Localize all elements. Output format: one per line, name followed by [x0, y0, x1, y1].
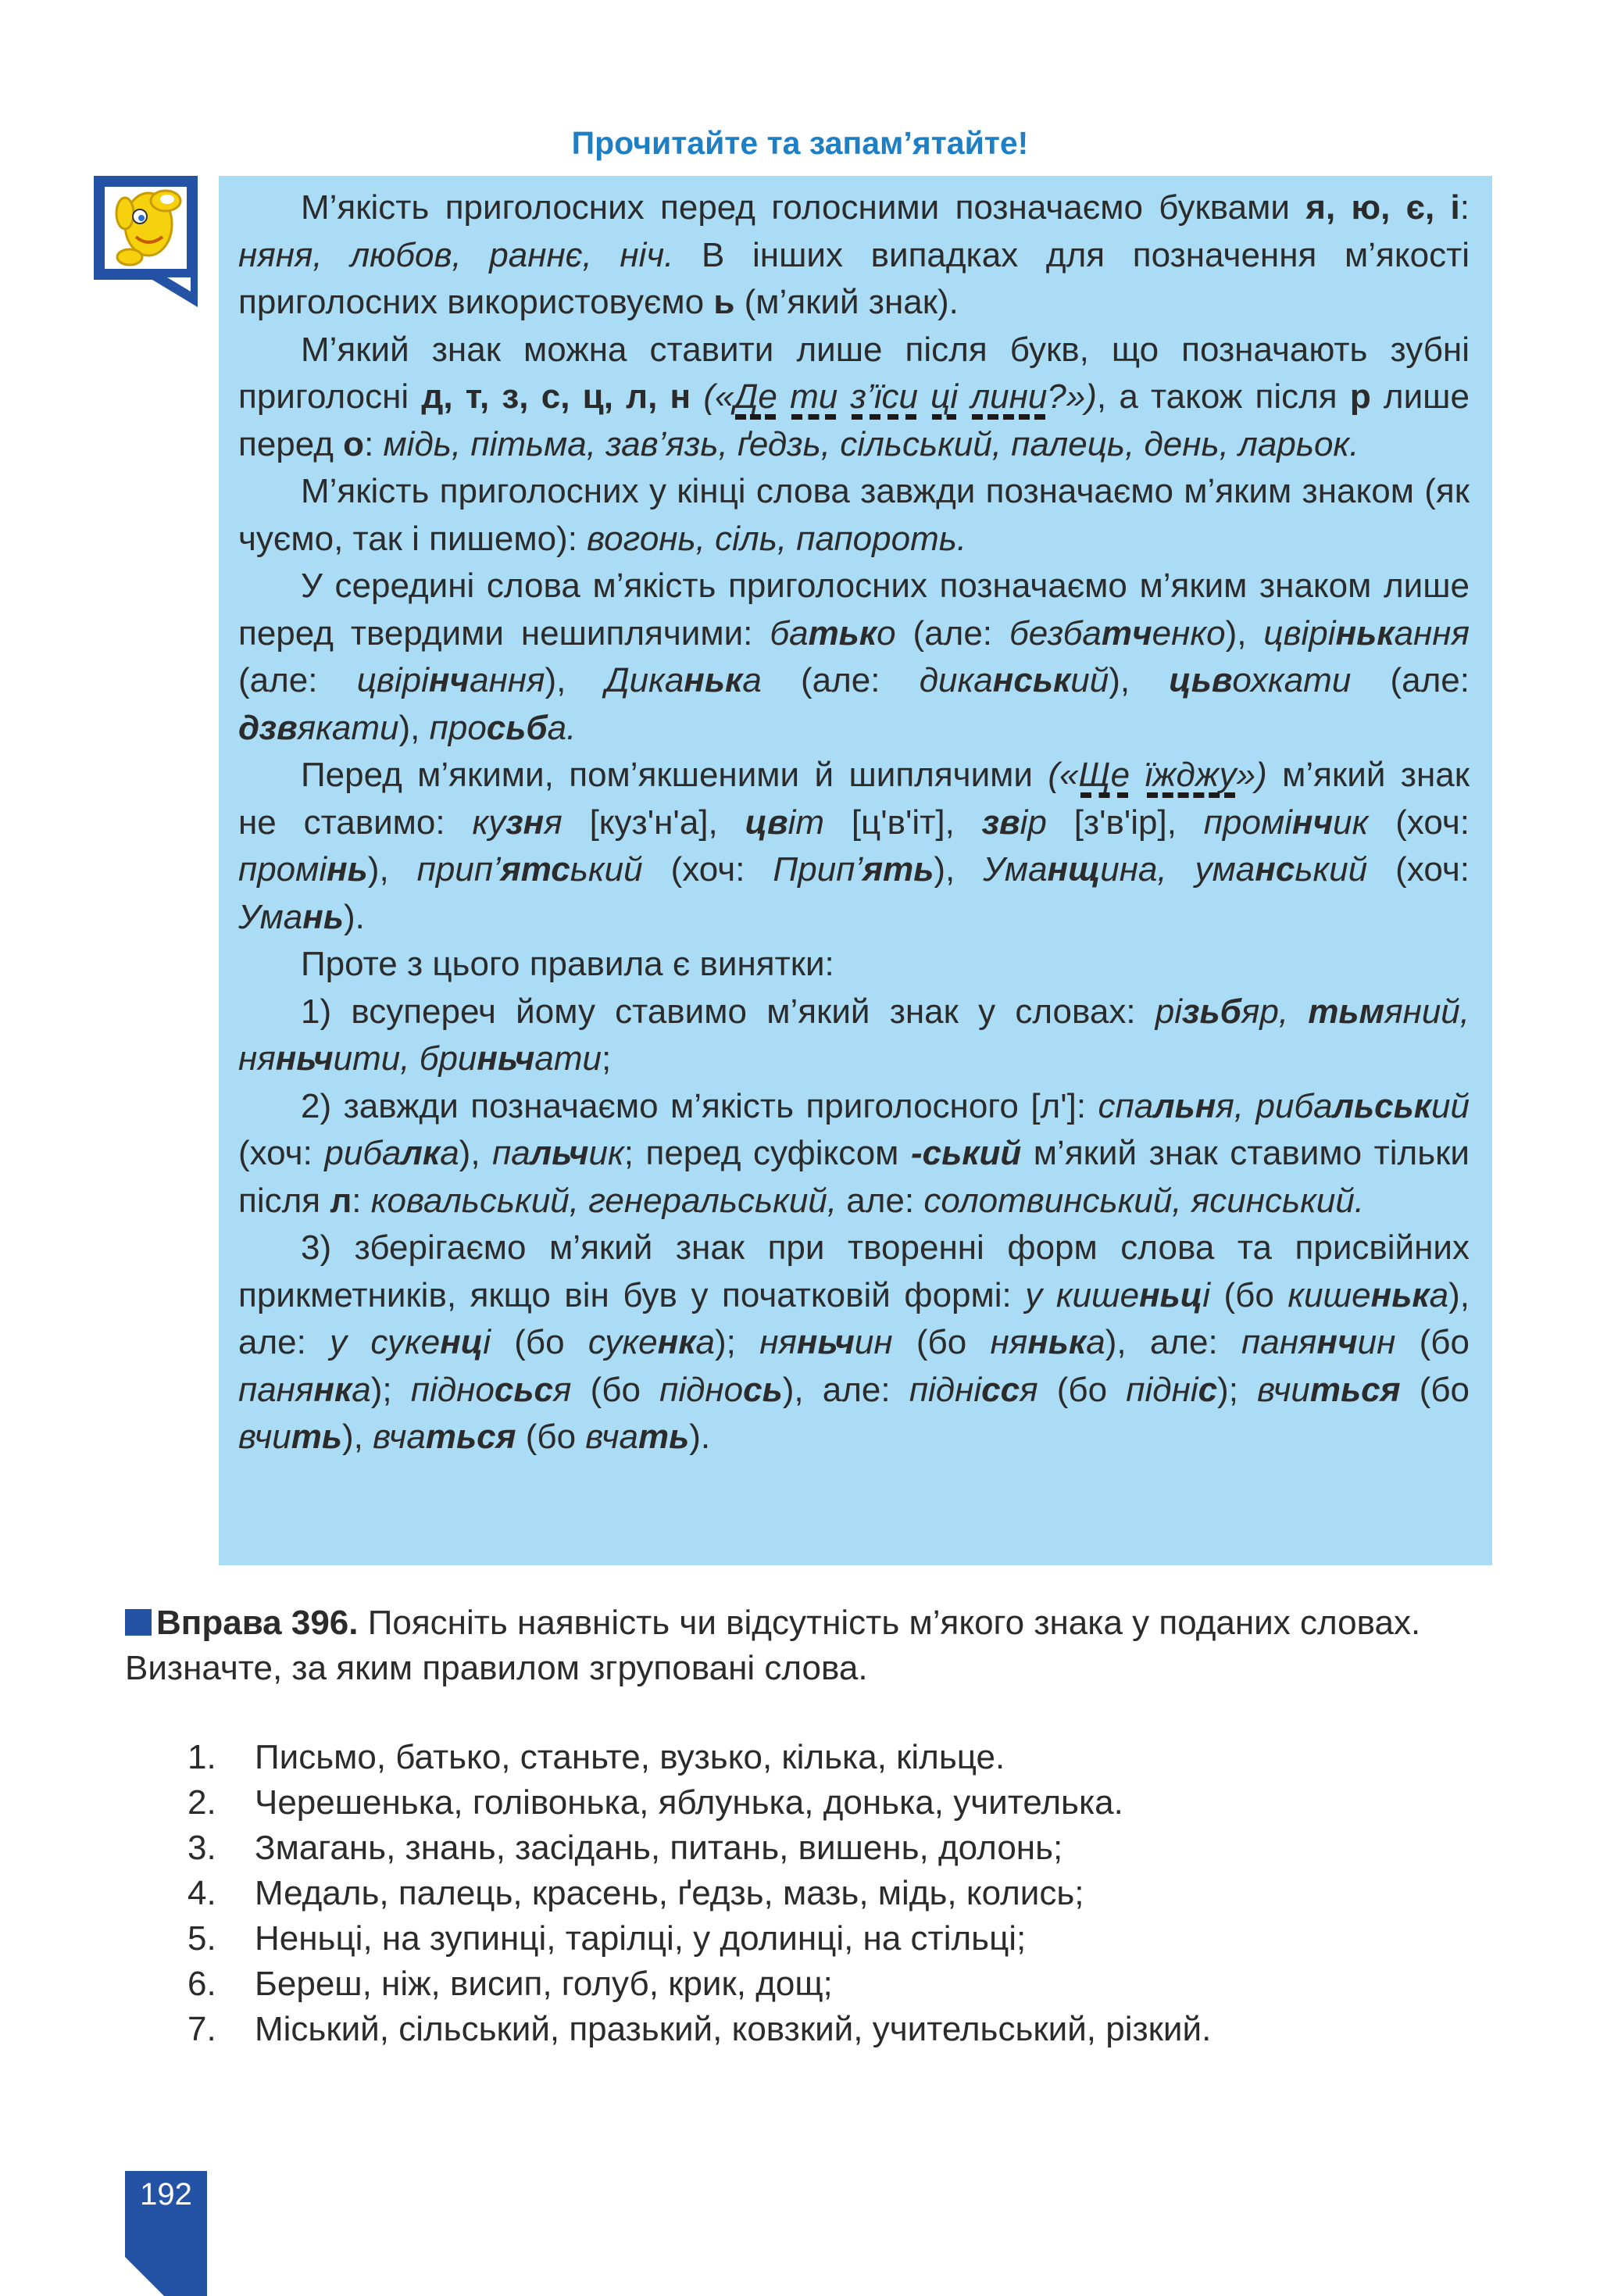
memory-hand-icon — [94, 176, 198, 280]
exercise-marker-icon — [125, 1609, 152, 1636]
rule-paragraph: 1) всупереч йому ставимо м’який знак у словах: різьбяр, тьмяний, няньчити, бриньчати; — [238, 992, 1470, 1078]
exercise-label: Вправа 396 — [156, 1604, 349, 1642]
page-number-badge — [125, 2171, 207, 2296]
rule-paragraph: 3) зберігаємо м’який знак при творенні форм слова та присвійних прикметників, якщо він був у початковій формі: у кишеньці (бо кишенька), але: у сукенці (бо сукенка); няньчин (бо нянька), але: панянчин (бо панянка); підносься (бо піднось), але: піднісся (бо підніс); вчиться (бо вчить), вчаться (бо вчать). — [238, 1228, 1470, 1456]
page-number: 192 — [140, 2177, 192, 2212]
rule-paragraph: М’який знак можна ставити лише після букв, що позначають зубні приголосні д, т, з, с, ц, л, н («Де ти з’їси ці лини?»), а також після р лише перед о: мідь, пітьма, зав’язь, ґедзь, сільський, палець, день, ларьок. — [238, 330, 1470, 463]
exercise-text: Поясніть наявність чи відсутність м’якого знака у поданих словах. Визначте, за яким правилом згруповані слова. — [125, 1604, 1421, 1687]
list-item: 6. Береш, ніж, висип, голуб, крик, дощ; — [188, 1965, 833, 2003]
exercise-list — [188, 1735, 1211, 2052]
rule-paragraph: У середині слова м’якість приголосних позначаємо м’яким знаком лише перед твердими нешиплячими: батько (але: безбатченко), цвірінькання (але: цвірінчання), Диканька (але: диканський), цьвохкати (але: дзвякати), просьба. — [238, 567, 1470, 747]
rule-paragraph: М’якість приголосних перед голосними позначаємо буквами я, ю, є, і: няня, любов, раннє, ніч. В інших випадках для позначення м’якості приголосних використовуємо ь (м’який знак). — [238, 188, 1470, 321]
list-item: 7. Міський, сільський, празький, ковзкий, учительський, різкий. — [188, 2010, 1212, 2048]
rule-paragraph: М’якість приголосних у кінці слова завжди позначаємо м’яким знаком (як чуємо, так і пишемо): вогонь, сіль, папороть. — [238, 472, 1470, 558]
list-item: 4. Медаль, палець, красень, ґедзь, мазь, мідь, колись; — [188, 1874, 1084, 1912]
list-item: 3. Змагань, знань, засідань, питань, вишень, долонь; — [188, 1829, 1063, 1867]
list-item: 5. Неньці, на зупинці, тарілці, у долинці, на стільці; — [188, 1919, 1027, 1958]
list-item: 1. Письмо, батько, станьте, вузько, кілька, кільце. — [188, 1738, 1005, 1776]
exercise-instructions: Вправа 396. Поясніть наявність чи відсутність м’якого знака у поданих словах. Визначте, за яким правилом згруповані слова. — [125, 1604, 1421, 1687]
section-title: Прочитайте та запам’ятайте! — [571, 125, 1029, 161]
list-item: 2. Черешенька, голівонька, яблунька, донька, учителька. — [188, 1783, 1123, 1822]
rule-paragraph: Проте з цього правила є винятки: — [301, 945, 834, 983]
rule-paragraph: 2) завжди позначаємо м’якість приголосного [л']: спальня, рибальський (хоч: рибалка), пальчик; перед суфіксом -ський м’який знак ставимо тільки після л: ковальський, генеральський, але: солотвинський, ясинський. — [238, 1086, 1470, 1220]
rule-paragraph: Перед м’якими, пом’якшеними й шиплячими («Ще їжджу») м’який знак не ставимо: кузня [куз'н'а], цвіт [ц'в'іт], звір [з'в'ір], промінчик (хоч: промінь), прип’ятський (хоч: Прип’ять), Уманщина, уманський (хоч: Умань). — [238, 756, 1470, 936]
rule-text — [238, 184, 1470, 1461]
